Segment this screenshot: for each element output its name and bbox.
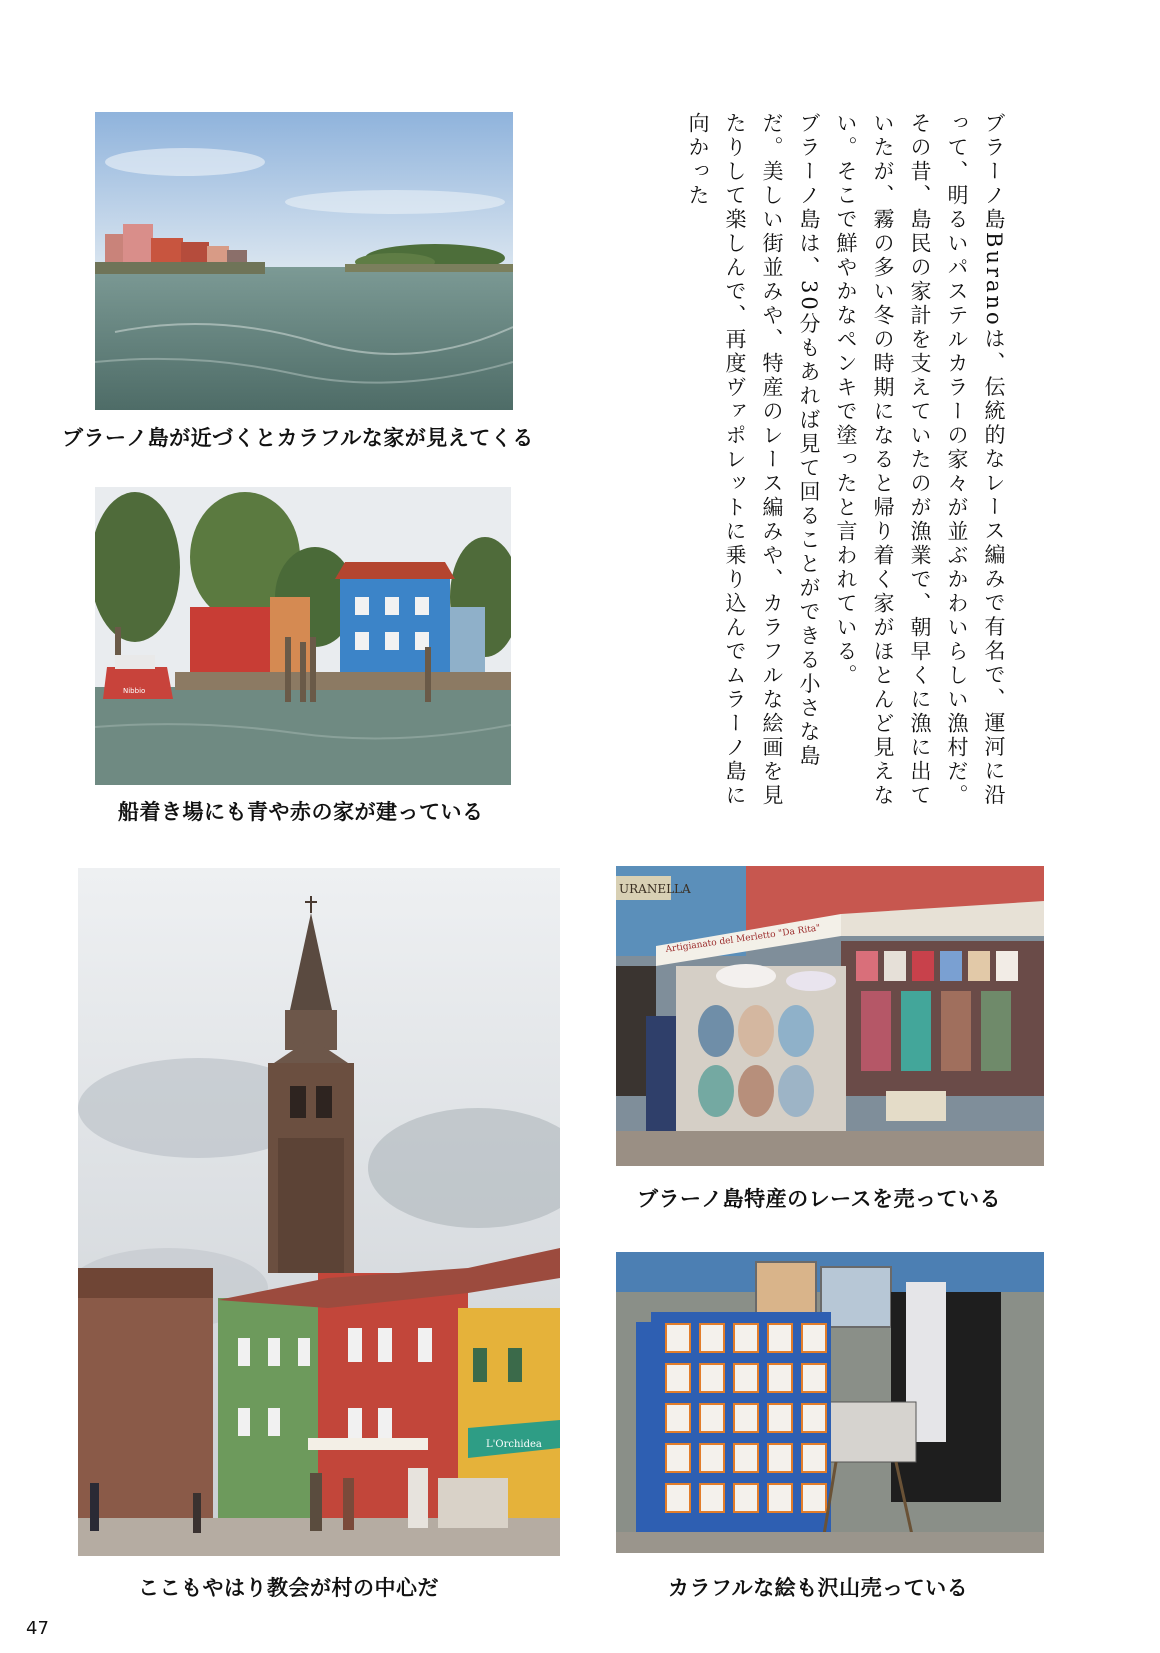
article-body — [679, 112, 1012, 812]
restaurant-sign: L'Orchidea — [486, 1439, 542, 1450]
photo-lace-shop — [616, 866, 1044, 1166]
photo-paintings — [616, 1252, 1044, 1553]
caption-church: ここもやはり教会が村の中心だ — [138, 1576, 439, 1600]
photo-church — [78, 868, 560, 1556]
caption-paintings: カラフルな絵も沢山売っている — [668, 1576, 969, 1600]
awning-sign: Artigianato del Merletto "Da Rita" — [665, 923, 822, 955]
photo-canal — [95, 112, 513, 410]
caption-lace-shop: ブラーノ島特産のレースを売っている — [637, 1187, 1002, 1211]
boat-name-label: Nibbio — [123, 687, 146, 695]
article-paragraph: その昔、島民の家計を支えていたのが漁業で、朝早くに漁に出ていたが、霧の多い冬の時期になると帰り着く家がほとんど見えない。そこで鮮やかなペンキで塗ったと言われている。 — [834, 112, 932, 808]
photo-landing — [95, 487, 511, 785]
shop-sign: URANELLA — [619, 882, 691, 896]
caption-landing: 船着き場にも青や赤の家が建っている — [118, 800, 484, 824]
caption-canal: ブラーノ島が近づくとカラフルな家が見えてくる — [62, 426, 534, 450]
page-number: 47 — [26, 1618, 49, 1639]
article-paragraph: ブラーノ島Buranoは、伝統的なレース編みで有名で、運河に沿って、明るいパステルカラーの家々が並ぶかわいらしい漁村だ。 — [945, 112, 1006, 808]
article-paragraph: ブラーノ島は、30分もあれば見て回ることができる小さな島だ。美しい街並みや、特産のレース編みや、カラフルな絵画を見たりして楽しんで、再度ヴァポレットに乗り込んでムラーノ島に向かった — [686, 112, 821, 808]
